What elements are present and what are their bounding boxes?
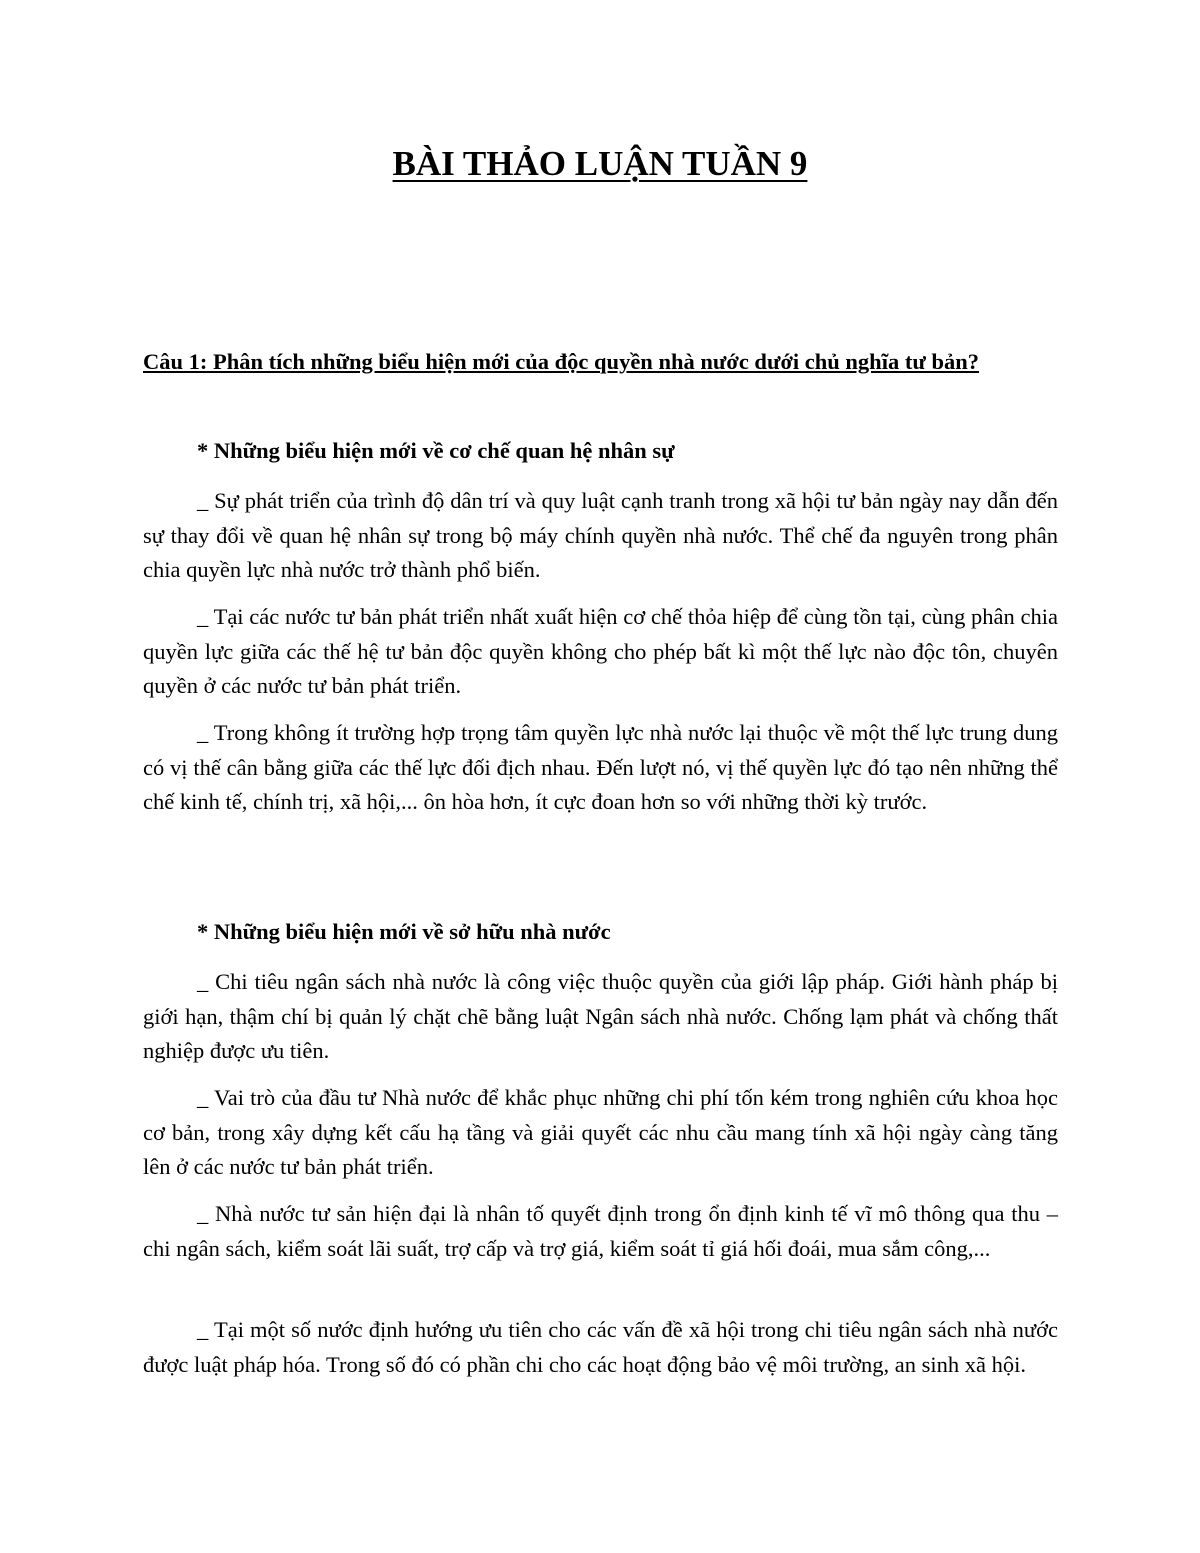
paragraph: _ Nhà nước tư sản hiện đại là nhân tố quyết định trong ổn định kinh tế vĩ mô thông qua thu – chi ngân sách, kiểm soát lãi suất, trợ cấp và trợ giá, kiểm soát tỉ giá hối đoái, mua sắm công,... [143,1201,1058,1261]
paragraph: _ Chi tiêu ngân sách nhà nước là công việc thuộc quyền của giới lập pháp. Giới hành pháp bị giới hạn, thậm chí bị quản lý chặt chẽ bằng luật Ngân sách nhà nước. Chống lạm phát và chống thất nghiệp được ưu tiên. [143,969,1058,1063]
paragraph: _ Vai trò của đầu tư Nhà nước để khắc phục những chi phí tốn kém trong nghiên cứu khoa học cơ bản, trong xây dựng kết cấu hạ tầng và giải quyết các nhu cầu mang tính xã hội ngày càng tăng lên ở các nước tư bản phát triển. [143,1085,1058,1179]
question-heading: Câu 1: Phân tích những biểu hiện mới của độc quyền nhà nước dưới chủ nghĩa tư bản? [143,349,979,374]
section-heading-personnel: * Những biểu hiện mới về cơ chế quan hệ nhân sự [197,438,675,463]
paragraph: _ Tại các nước tư bản phát triển nhất xuất hiện cơ chế thỏa hiệp để cùng tồn tại, cùng phân chia quyền lực giữa các thế hệ tư bản độc quyền không cho phép bất kì một thế lực nào độc tôn, chuyên quyền ở các nước tư bản phát triển. [143,604,1058,698]
document-title: BÀI THẢO LUẬN TUẦN 9 [392,144,808,183]
paragraph: _ Tại một số nước định hướng ưu tiên cho các vấn đề xã hội trong chi tiêu ngân sách nhà nước được luật pháp hóa. Trong số đó có phần chi cho các hoạt động bảo vệ môi trường, an sinh xã hội. [143,1317,1058,1377]
paragraph: _ Sự phát triển của trình độ dân trí và quy luật cạnh tranh trong xã hội tư bản ngày nay dẫn đến sự thay đổi về quan hệ nhân sự trong bộ máy chính quyền nhà nước. Thể chế đa nguyên trong phân chia quyền lực nhà nước trở thành phổ biến. [143,488,1058,582]
paragraph: _ Trong không ít trường hợp trọng tâm quyền lực nhà nước lại thuộc về một thế lực trung dung có vị thế cân bằng giữa các thế lực đối địch nhau. Đến lượt nó, vị thế quyền lực đó tạo nên những thể chế kinh tế, chính trị, xã hội,... ôn hòa hơn, ít cực đoan hơn so với những thời kỳ trước. [143,720,1058,814]
section-heading-state-ownership: * Những biểu hiện mới về sở hữu nhà nước [197,919,611,944]
